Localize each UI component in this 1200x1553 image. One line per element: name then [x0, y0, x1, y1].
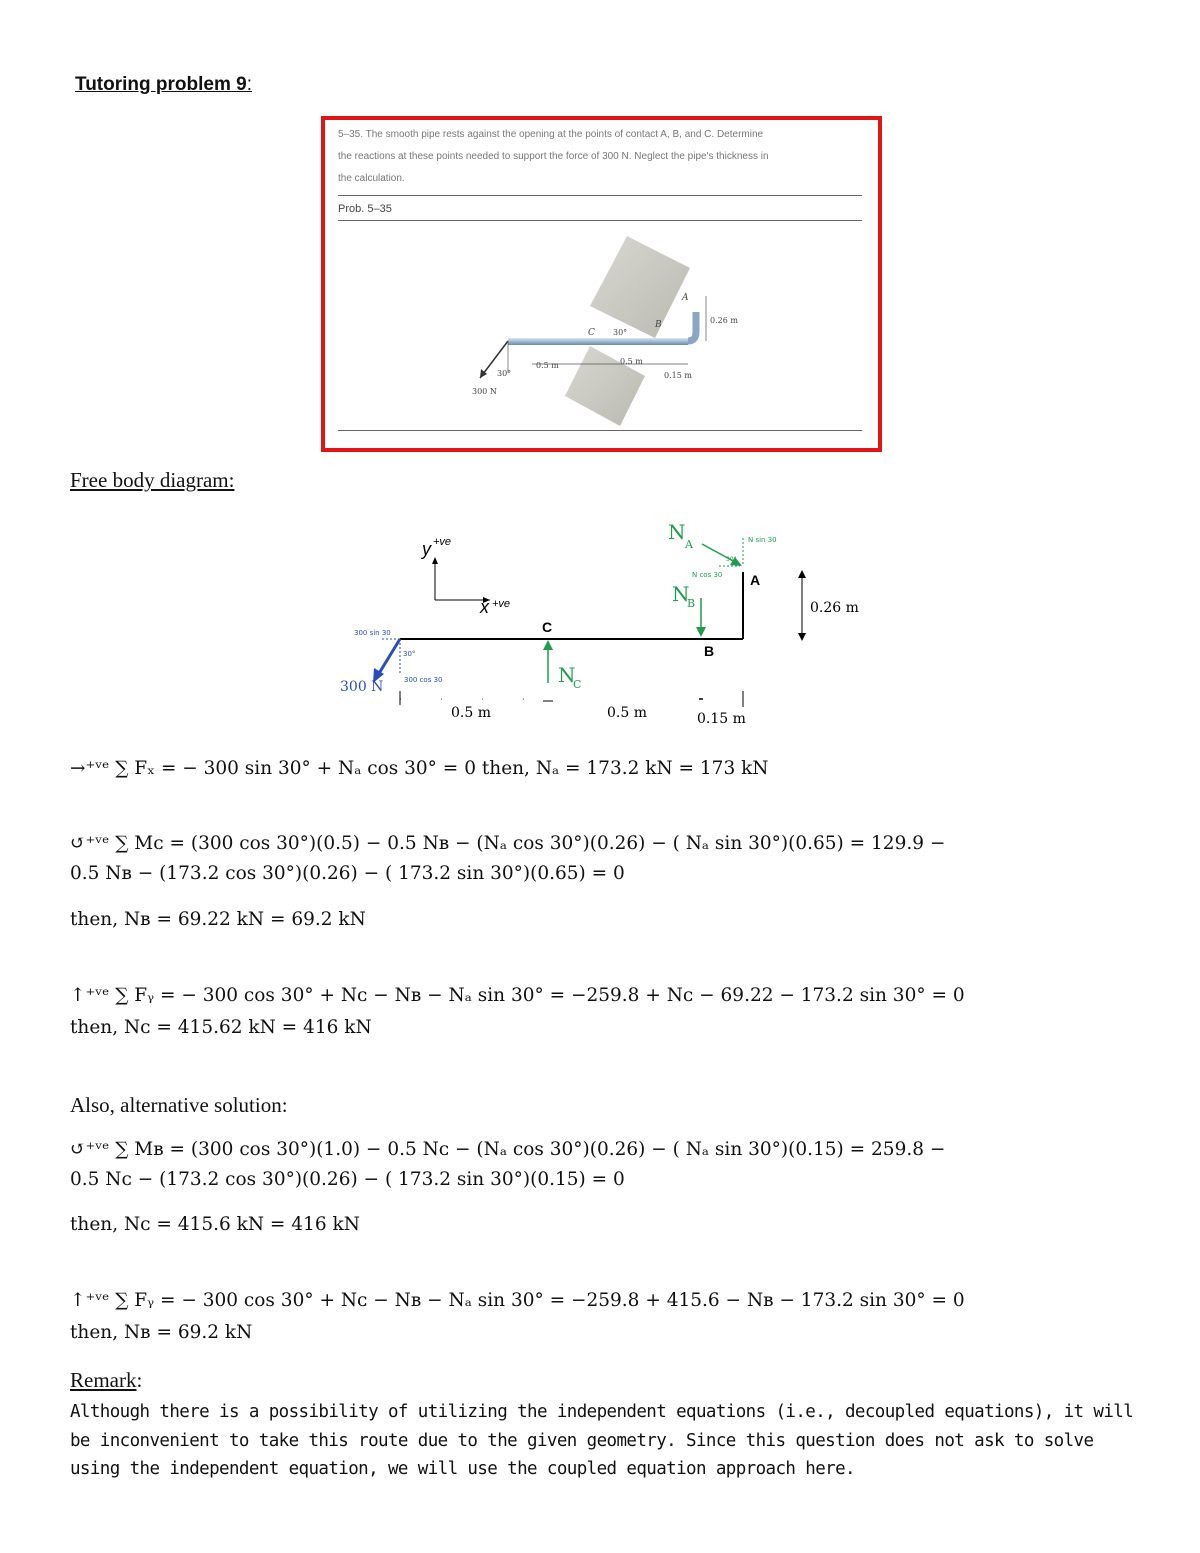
result-nc-alt: then, Nᴄ = 415.6 kN = 416 kN: [70, 1214, 360, 1235]
problem-divider: [338, 430, 862, 431]
result-nb-alt: then, Nʙ = 69.2 kN: [70, 1322, 253, 1343]
upper-wall-block: [590, 236, 690, 338]
angle-label: 30°: [613, 328, 628, 337]
result-nb: then, Nʙ = 69.22 kN = 69.2 kN: [70, 909, 366, 930]
force-angle-label: 30°: [403, 650, 416, 658]
force-sin-label: 300 sin 30: [354, 629, 391, 637]
y-axis-label: y: [422, 539, 431, 559]
force-angle-label: 30°: [497, 369, 512, 378]
dim-026-arrowhead: [798, 570, 806, 578]
result-nc: then, Nᴄ = 415.62 kN = 416 kN: [70, 1017, 372, 1038]
x-axis-label: x: [480, 597, 489, 617]
force-300n-arrow: [378, 639, 400, 675]
pipe-horizontal: [508, 338, 688, 345]
nb-arrowhead: [696, 627, 706, 637]
equation-moment-c-line1: ↺⁺ᵛᵉ ∑ Mᴄ = (300 cos 30°)(0.5) − 0.5 Nʙ − (Nₐ cos 30°)(0.26) − ( Nₐ sin 30°)(0.65) = 129.9 −: [70, 833, 946, 854]
equation-sum-fy: ↑⁺ᵛᵉ ∑ Fᵧ = − 300 cos 30° + Nᴄ − Nʙ − Nₐ sin 30° = −259.8 + Nᴄ − 69.22 − 173.2 sin 30° = 0: [70, 985, 965, 1006]
equation-sum-fx: →⁺ᵛᵉ ∑ Fₓ = − 300 sin 30° + Nₐ cos 30° = 0 then, Nₐ = 173.2 kN = 173 kN: [70, 758, 769, 779]
nb-label: N: [672, 582, 690, 606]
point-b-label: B: [704, 643, 715, 659]
point-c-label: C: [542, 619, 553, 635]
na-sub: A: [685, 538, 693, 551]
force-label: 300 N: [472, 387, 497, 396]
y-axis-arrowhead: [432, 557, 438, 564]
problem-line: 5–35. The smooth pipe rests against the opening at the points of contact A, B, and C. Determine: [338, 129, 764, 140]
dim-05-label-b: 0.5 m: [620, 357, 643, 366]
fbd-heading: Free body diagram:: [70, 468, 235, 492]
point-b-label: B: [655, 320, 662, 330]
x-axis-sup: +ve: [492, 598, 511, 610]
problem-line: the reactions at these points needed to support the force of 300 N. Neglect the pipe's thickness in: [338, 151, 769, 162]
problem-figure: [440, 228, 760, 428]
problem-divider: [338, 195, 862, 196]
dim-015-label: 0.15 m: [697, 711, 746, 727]
dim-05-label-a: 0.5 m: [451, 705, 491, 721]
problem-label: Prob. 5–35: [338, 203, 392, 215]
na-sin-label: N sin 30: [748, 536, 777, 544]
nc-sub: C: [573, 678, 582, 691]
force-cos-label: 300 cos 30: [404, 676, 443, 684]
nc-arrowhead: [543, 640, 553, 650]
remark-heading: Remark:: [70, 1368, 143, 1392]
problem-statement: [338, 124, 858, 190]
na-cos-label: N cos 30: [692, 571, 723, 579]
dim-05-label-b: 0.5 m: [607, 705, 647, 721]
point-a-label: A: [682, 293, 689, 303]
equation-moment-b-line2: 0.5 Nᴄ − (173.2 cos 30°)(0.26) − ( 173.2 sin 30°)(0.15) = 0: [70, 1169, 625, 1190]
dim-015-label: 0.15 m: [664, 371, 692, 380]
na-label: N: [668, 520, 686, 544]
na-angle-label: 30°: [726, 556, 737, 563]
point-c-label: C: [588, 328, 595, 338]
page-title: Tutoring problem 9:: [75, 74, 252, 95]
nb-sub: B: [687, 597, 696, 610]
y-axis-sup: +ve: [433, 536, 452, 548]
force-300n-label: 300 N: [340, 679, 384, 695]
equation-moment-b-line1: ↺⁺ᵛᵉ ∑ Mʙ = (300 cos 30°)(1.0) − 0.5 Nᴄ − (Nₐ cos 30°)(0.26) − ( Nₐ sin 30°)(0.15) = 259.8 −: [70, 1139, 946, 1160]
dim-026-label: 0.26 m: [810, 600, 859, 616]
equation-moment-c-line2: 0.5 Nʙ − (173.2 cos 30°)(0.26) − ( 173.2 sin 30°)(0.65) = 0: [70, 863, 625, 884]
problem-divider: [338, 220, 862, 221]
remark-body: Although there is a possibility of utilizing the independent equations (i.e., decoupled equations), it will be inconvenient to take this route due to the given geometry. Since this question does not ask to solve using the independent equation, we will use the coupled equation approach here.: [70, 1402, 1134, 1479]
free-body-diagram: [330, 515, 870, 735]
point-a-label: A: [750, 572, 761, 588]
dim-026-label: 0.26 m: [710, 316, 738, 325]
nc-label: N: [558, 663, 576, 687]
equation-sum-fy-alt: ↑⁺ᵛᵉ ∑ Fᵧ = − 300 cos 30° + Nᴄ − Nʙ − Nₐ sin 30° = −259.8 + 415.6 − Nʙ − 173.2 sin 30° = 0: [70, 1290, 965, 1311]
problem-line: the calculation.: [338, 173, 405, 184]
dim-026-arrowhead: [798, 633, 806, 641]
alternative-heading: Also, alternative solution:: [70, 1093, 288, 1117]
pipe-elbow: [688, 312, 696, 341]
dim-05-label-a: 0.5 m: [536, 361, 559, 370]
